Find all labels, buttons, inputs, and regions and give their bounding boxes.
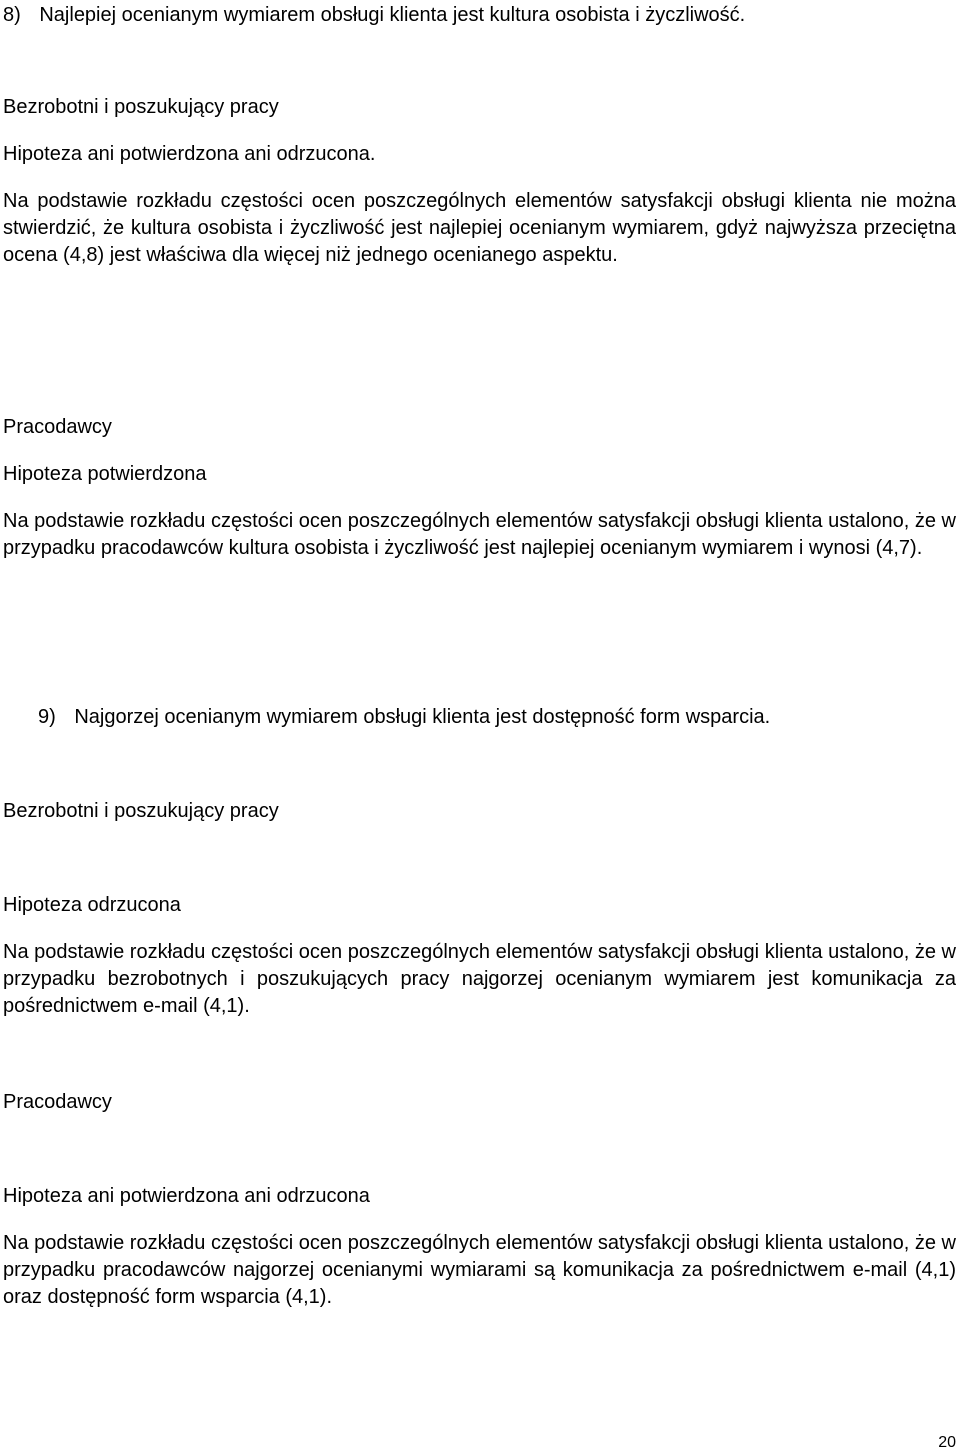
result-paragraph: Na podstawie rozkładu częstości ocen poszczególnych elementów satysfakcji obsługi klienta nie można stwierdzić, że kultura osobista i życzliwość jest najlepiej ocenianym wymiarem, gdyż najwyższa przeciętna ocena (4,8) jest właściwa dla więcej niż jednego ocenianego aspektu. xyxy=(3,190,956,266)
list-item-text: Najgorzej ocenianym wymiarem obsługi klienta jest dostępność form wsparcia. xyxy=(74,706,771,728)
hypothesis-status: Hipoteza odrzucona xyxy=(3,894,181,916)
list-item-9 xyxy=(38,704,770,731)
list-item-number: 9) xyxy=(38,706,56,728)
hypothesis-status: Hipoteza ani potwierdzona ani odrzucona xyxy=(3,1185,370,1207)
page-number: 20 xyxy=(938,1434,956,1451)
hypothesis-status: Hipoteza potwierdzona xyxy=(3,463,207,485)
group-heading-employers: Pracodawcy xyxy=(3,416,112,438)
list-item-number: 8) xyxy=(3,4,21,26)
group-heading-unemployed: Bezrobotni i poszukujący pracy xyxy=(3,800,279,822)
list-item-text: Najlepiej ocenianym wymiarem obsługi klienta jest kultura osobista i życzliwość. xyxy=(39,4,746,26)
group-heading-unemployed: Bezrobotni i poszukujący pracy xyxy=(3,96,279,118)
result-paragraph: Na podstawie rozkładu częstości ocen poszczególnych elementów satysfakcji obsługi klienta ustalono, że w przypadku pracodawców kultura osobista i życzliwość jest najlepiej ocenianym wymiarem i wynosi (4,7). xyxy=(3,510,956,559)
result-paragraph: Na podstawie rozkładu częstości ocen poszczególnych elementów satysfakcji obsługi klienta ustalono, że w przypadku bezrobotnych i poszukujących pracy najgorzej ocenianym wymiarem jest komunikacja za pośrednictwem e-mail (4,1). xyxy=(3,941,956,1017)
group-heading-employers: Pracodawcy xyxy=(3,1091,112,1113)
hypothesis-status: Hipoteza ani potwierdzona ani odrzucona. xyxy=(3,143,376,165)
result-paragraph: Na podstawie rozkładu częstości ocen poszczególnych elementów satysfakcji obsługi klienta ustalono, że w przypadku pracodawców najgorzej ocenianymi wymiarami są komunikacja za pośrednictwem e-mail (4,1) oraz dostępność form wsparcia (4,1). xyxy=(3,1232,956,1308)
list-item-8 xyxy=(3,2,745,29)
